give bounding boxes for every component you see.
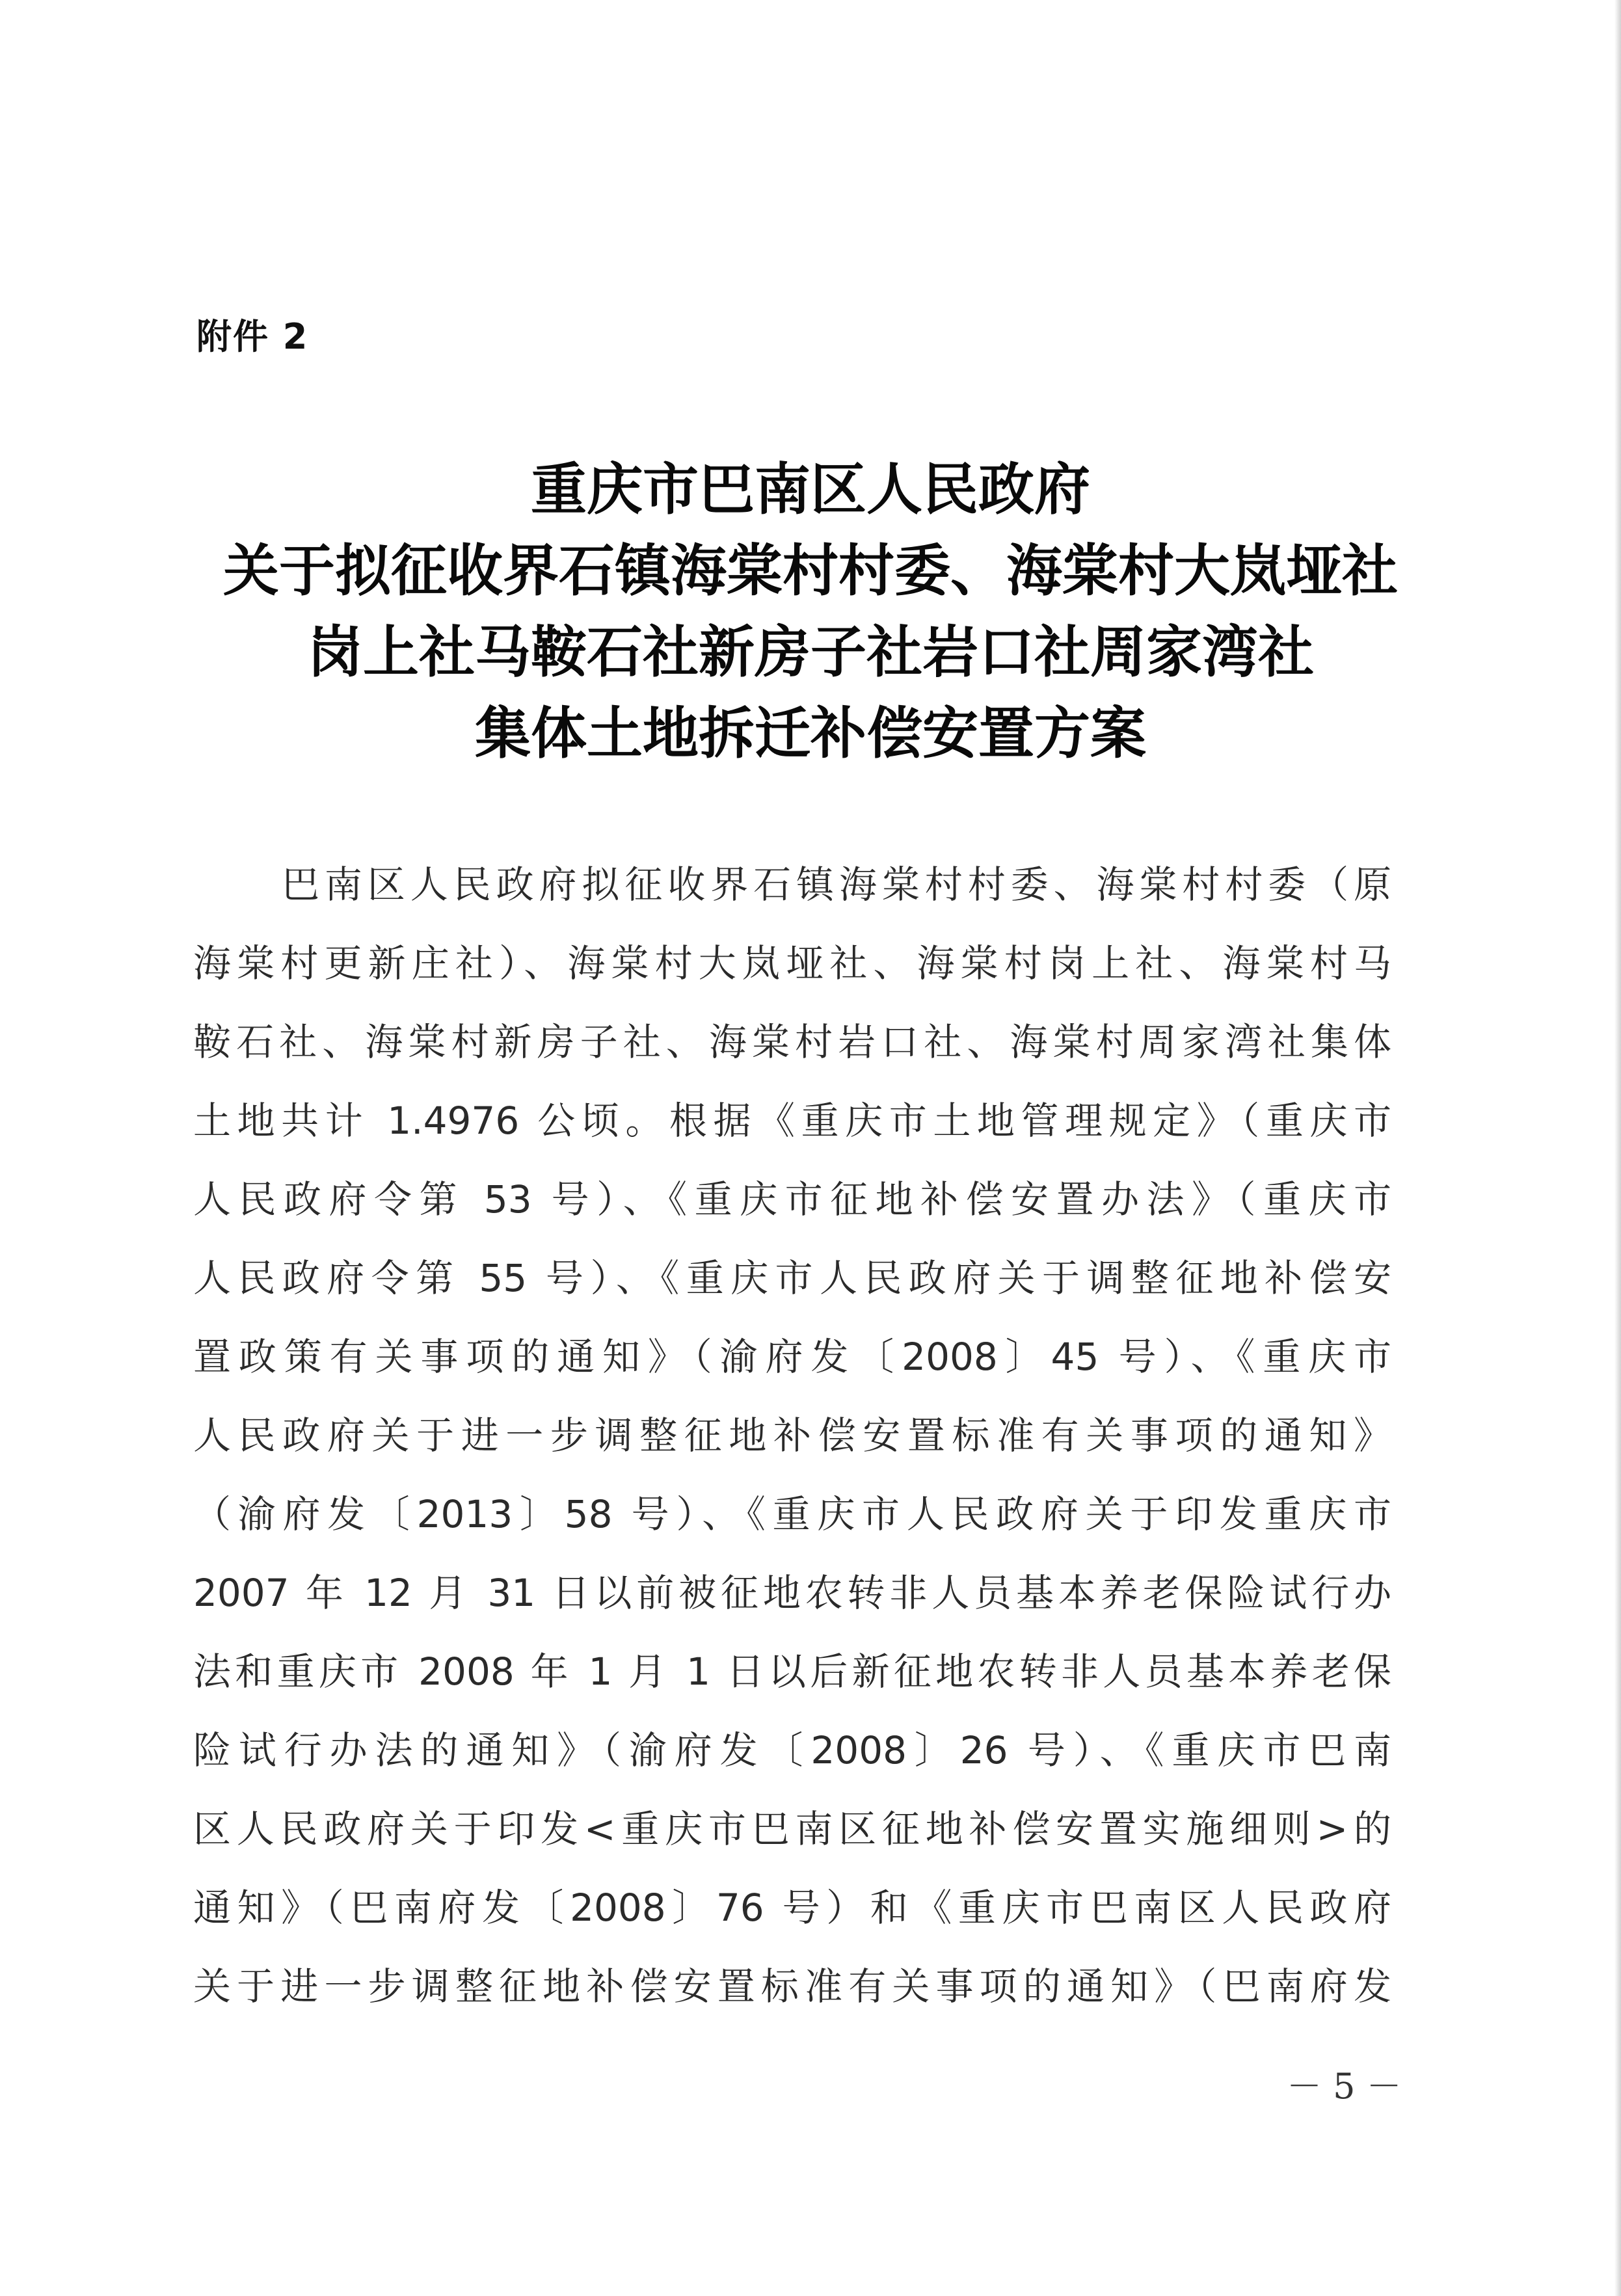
body-line: 土地共计 1.4976 公顷。根据《重庆市土地管理规定》（重庆市 — [193, 1099, 1391, 1143]
body-line: 2007 年 12 月 31 日以前被征地农转非人员基本养老保险试行办 — [193, 1571, 1391, 1615]
body-line: 通知》（巴南府发〔2008〕76 号）和《重庆市巴南区人民政府 — [193, 1886, 1391, 1930]
body-line: 险试行办法的通知》（渝府发〔2008〕26 号）、《重庆市巴南 — [193, 1728, 1391, 1772]
body-line: 海棠村更新庄社）、海棠村大岚垭社、海棠村岗上社、海棠村马 — [193, 941, 1391, 985]
body-line: 法和重庆市 2008 年 1 月 1 日以后新征地农转非人员基本养老保 — [193, 1649, 1391, 1694]
body-line: （渝府发〔2013〕58 号）、《重庆市人民政府关于印发重庆市 — [193, 1492, 1391, 1536]
body-line: 人民政府关于进一步调整征地补偿安置标准有关事项的通知》 — [193, 1413, 1391, 1458]
body-line: 巴南区人民政府拟征收界石镇海棠村村委、海棠村村委（原 — [282, 862, 1391, 907]
body-line: 人民政府令第 55 号）、《重庆市人民政府关于调整征地补偿安 — [193, 1256, 1391, 1300]
attachment-label: 附件 2 — [196, 316, 309, 357]
document-title — [130, 449, 1491, 774]
body-line: 人民政府令第 53 号）、《重庆市征地补偿安置办法》（重庆市 — [193, 1177, 1391, 1221]
body-line: 区人民政府关于印发<重庆市巴南区征地补偿安置实施细则>的 — [193, 1807, 1391, 1851]
title-line: 重庆市巴南区人民政府 — [531, 457, 1090, 522]
body-paragraph — [193, 846, 1391, 2026]
body-line: 置政策有关事项的通知》（渝府发〔2008〕45 号）、《重庆市 — [193, 1335, 1391, 1379]
body-line: 关于进一步调整征地补偿安置标准有关事项的通知》（巴南府发 — [193, 1964, 1391, 2009]
title-line: 关于拟征收界石镇海棠村村委、海棠村大岚垭社 — [223, 538, 1398, 604]
page-edge-shadow — [1614, 0, 1621, 2296]
body-line: 鞍石社、海棠村新房子社、海棠村岩口社、海棠村周家湾社集体 — [193, 1020, 1391, 1064]
title-line: 岗上社马鞍石社新房子社岩口社周家湾社 — [307, 619, 1314, 685]
title-line: 集体土地拆迁补偿安置方案 — [475, 701, 1146, 766]
page-number: － 5 － — [1287, 2066, 1402, 2107]
